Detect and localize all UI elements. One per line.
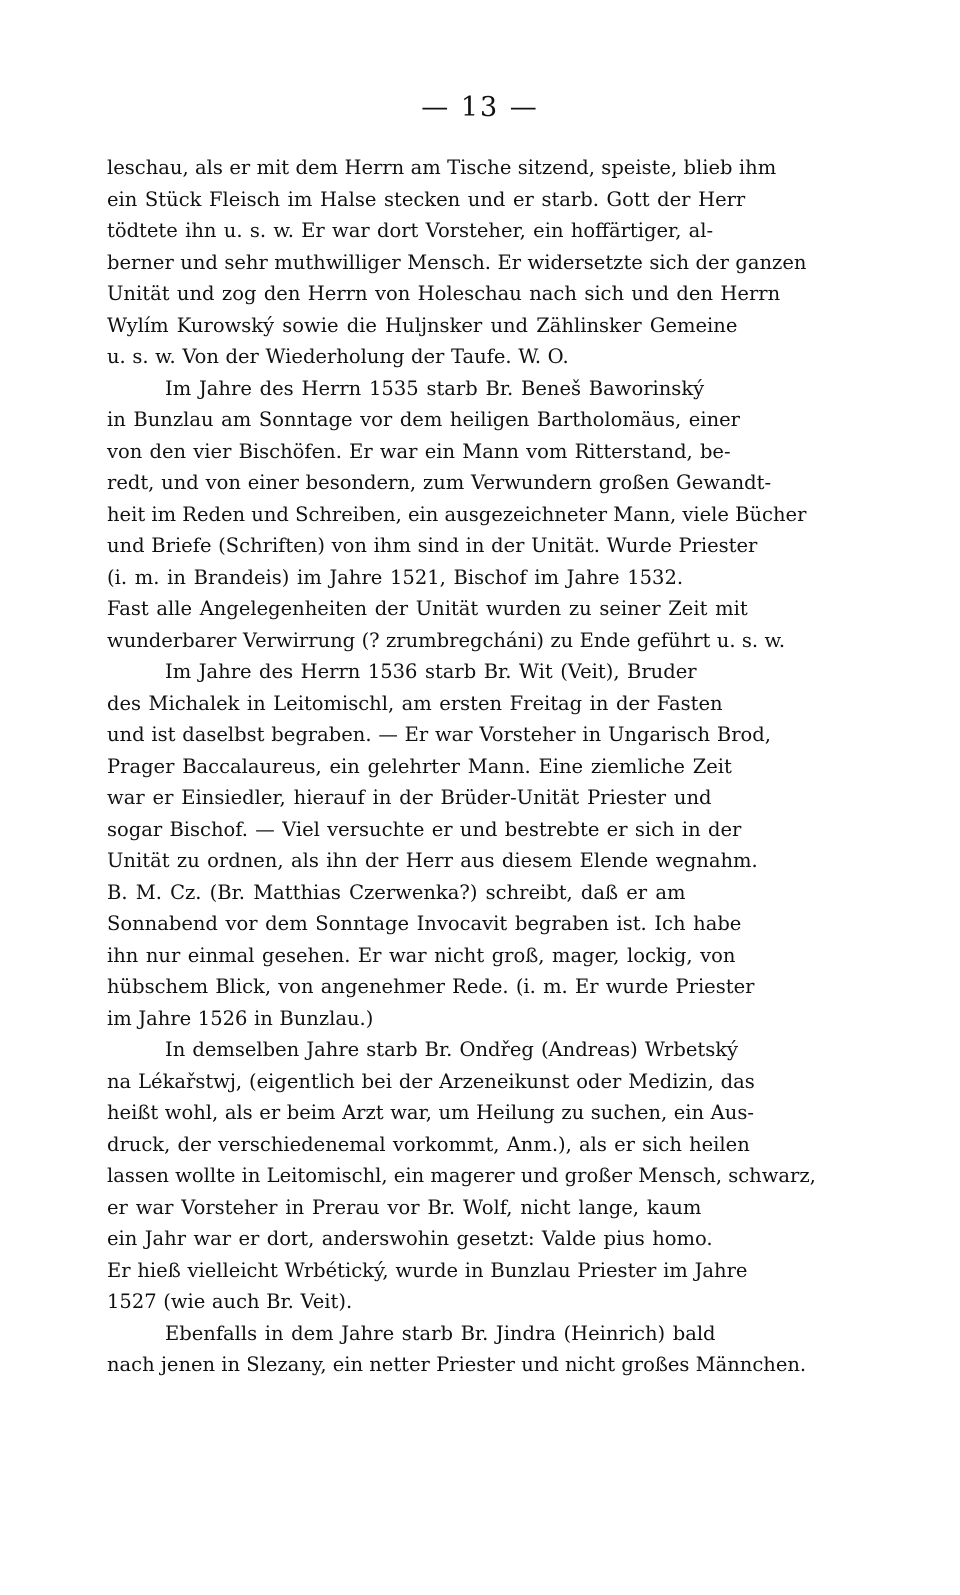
text-line: B. M. Cz. (Br. Matthias Czerwenka?) schreibt, daß er am [107, 880, 686, 904]
text-line: Wylím Kurowský sowie die Huljnsker und Zählinsker Gemeine [107, 313, 738, 337]
text-line: lassen wollte in Leitomischl, ein magerer und großer Mensch, schwarz, [107, 1164, 816, 1187]
body-text [107, 152, 840, 1381]
text-line: ein Jahr war er dort, anderswohin gesetzt: Valde pius homo. [107, 1227, 713, 1250]
paragraph-first-line: In demselben Jahre starb Br. Ondřeg (Andreas) Wrbetský [165, 1038, 739, 1061]
text-line: Unität zu ordnen, als ihn der Herr aus diesem Elende wegnahm. [107, 849, 758, 872]
text-line: wunderbarer Verwirrung (? zrumbregcháni) zu Ende geführt u. s. w. [107, 628, 786, 652]
text-line: ihn nur einmal gesehen. Er war nicht groß, mager, lockig, von [107, 943, 736, 967]
text-line: berner und sehr muthwilliger Mensch. Er widersetzte sich der ganzen [107, 250, 807, 274]
paragraph-first-line: Im Jahre des Herrn 1536 starb Br. Wit (Veit), Bruder [165, 660, 697, 683]
text-line: hübschem Blick, von angenehmer Rede. (i. m. Er wurde Priester [107, 975, 755, 998]
text-line: u. s. w. Von der Wiederholung der Taufe. W. O. [107, 345, 569, 368]
text-line: in Bunzlau am Sonntage vor dem heiligen Bartholomäus, einer [107, 408, 740, 431]
text-line: von den vier Bischöfen. Er war ein Mann vom Ritterstand, be- [107, 439, 731, 463]
text-line: war er Einsiedler, hierauf in der Brüder-Unität Priester und [107, 786, 712, 809]
text-line: heit im Reden und Schreiben, ein ausgezeichneter Mann, viele Bücher [107, 502, 807, 526]
text-line: na Lékařstwj, (eigentlich bei der Arzeneikunst oder Medizin, das [107, 1069, 755, 1093]
text-line: Fast alle Angelegenheiten der Unität wurden zu seiner Zeit mit [107, 597, 748, 620]
text-line: druck, der verschiedenemal vorkommt, Anm.), als er sich heilen [107, 1132, 750, 1156]
text-line: (i. m. in Brandeis) im Jahre 1521, Bischof im Jahre 1532. [107, 565, 684, 589]
text-line: im Jahre 1526 in Bunzlau.) [107, 1006, 374, 1030]
text-line: leschau, als er mit dem Herrn am Tische sitzend, speiste, blieb ihm [107, 156, 777, 179]
text-line: heißt wohl, als er beim Arzt war, um Heilung zu suchen, ein Aus- [107, 1101, 754, 1124]
text-line: Er hieß vielleicht Wrbétický, wurde in Bunzlau Priester im Jahre [107, 1258, 748, 1282]
text-line: sogar Bischof. — Viel versuchte er und bestrebte er sich in der [107, 817, 742, 841]
text-line: Unität und zog den Herrn von Holeschau nach sich und den Herrn [107, 282, 781, 305]
text-line: Sonnabend vor dem Sonntage Invocavit begraben ist. Ich habe [107, 912, 742, 935]
text-line: ein Stück Fleisch im Halse stecken und er starb. Gott der Herr [107, 187, 746, 211]
paragraph-first-line: Im Jahre des Herrn 1535 starb Br. Beneš Baworinský [165, 376, 705, 400]
page-number: — 13 — [421, 92, 539, 123]
text-line: redt, und von einer besondern, zum Verwundern großen Gewandt- [107, 471, 772, 494]
text-line: nach jenen in Slezany, ein netter Priester und nicht großes Männchen. [107, 1353, 807, 1376]
text-line: des Michalek in Leitomischl, am ersten Freitag in der Fasten [107, 691, 723, 715]
text-line: Prager Baccalaureus, ein gelehrter Mann. Eine ziemliche Zeit [107, 754, 732, 778]
text-line: tödtete ihn u. s. w. Er war dort Vorsteher, ein hoffärtiger, al- [107, 219, 714, 242]
text-line: und ist daselbst begraben. — Er war Vorsteher in Ungarisch Brod, [107, 723, 771, 746]
text-line: 1527 (wie auch Br. Veit). [107, 1290, 353, 1313]
paragraph-first-line: Ebenfalls in dem Jahre starb Br. Jindra (Heinrich) bald [165, 1321, 716, 1345]
text-line: er war Vorsteher in Prerau vor Br. Wolf, nicht lange, kaum [107, 1195, 702, 1219]
text-line: und Briefe (Schriften) von ihm sind in der Unität. Wurde Priester [107, 534, 758, 557]
